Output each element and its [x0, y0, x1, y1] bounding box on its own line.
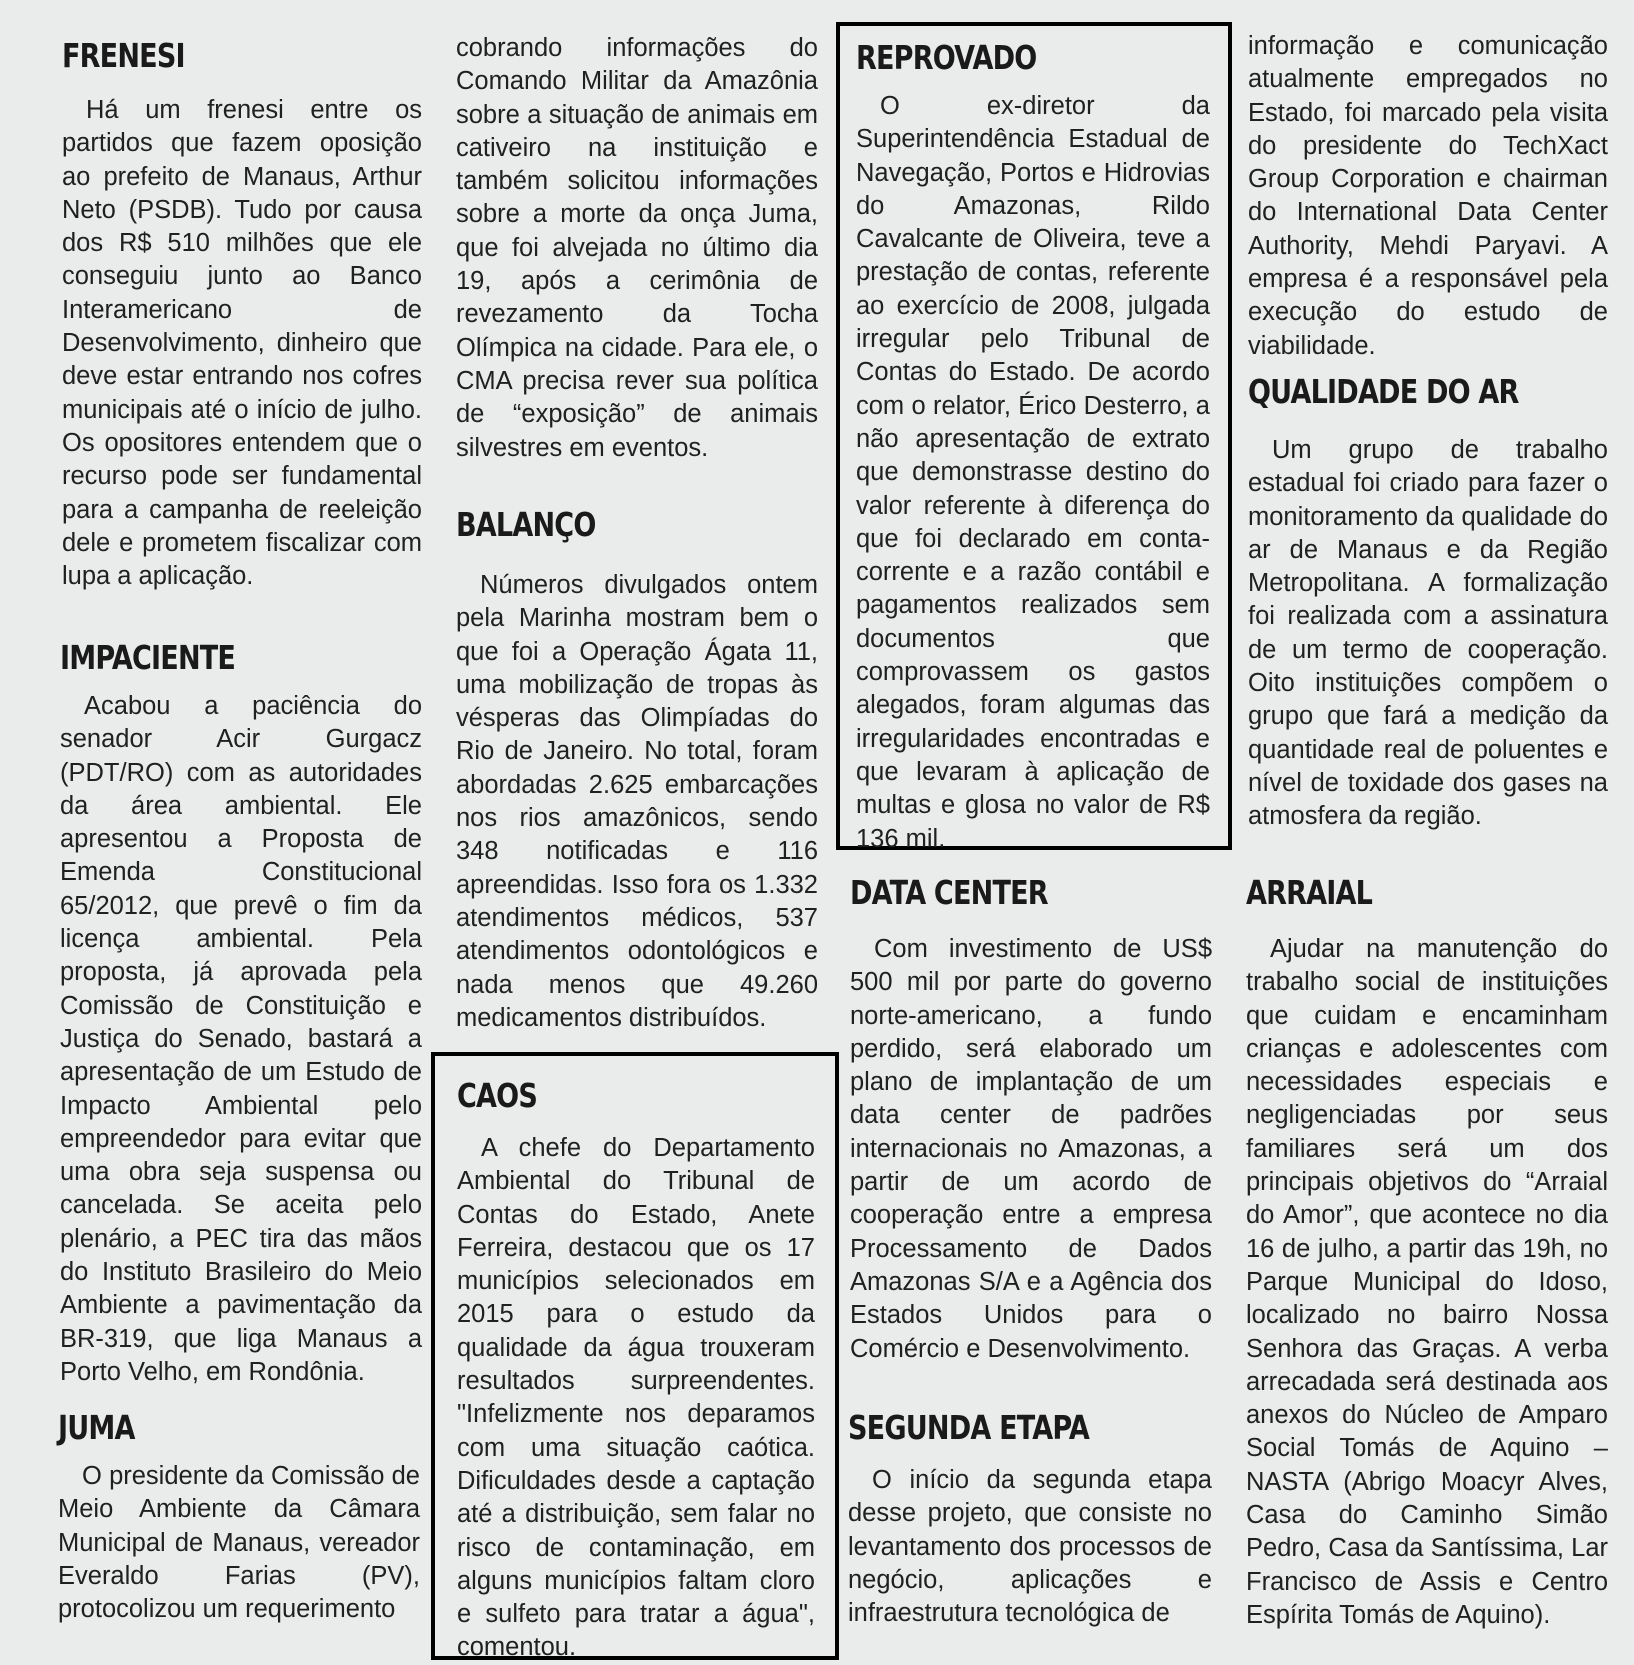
- juma-continued-body: cobrando informações do Comando Militar da Amazônia sobre a situação de animais em cativeiro na instituição e também solicitou informações sobre a morte da onça Juma, que foi alvejada no último dia 19, após a cerimônia de revezamento da Tocha Olímpica na cidade. Para ele, o CMA precisa rever sua política de “exposição” de animais silvestres em eventos.: [456, 34, 818, 462]
- frenesi-body: Há um frenesi entre os partidos que fazem oposição ao prefeito de Manaus, Arthur Neto (PSDB). Tudo por causa dos R$ 510 milhões que ele conseguiu junto ao Banco Interamericano de Desenvolvimento, dinheiro que deve estar entrando nos cofres municipais até o início de julho. Os opositores entendem que o recurso pode ser fundamental para a campanha de reeleição dele e prometem fiscalizar com lupa a aplicação.: [62, 96, 422, 591]
- section-impaciente: [60, 638, 422, 1389]
- section-segunda-etapa: [848, 1408, 1212, 1630]
- section-qualidade-do-ar: [1248, 372, 1608, 834]
- balanco-heading: BALANÇO: [456, 505, 596, 544]
- qualidade-do-ar-body: Um grupo de trabalho estadual foi criado para fazer o monitoramento da qualidade do ar de Manaus e da Região Metropolitana. A formalização foi realizada com a assinatura de um termo de cooperação. Oito instituições compõem o grupo que fará a medição da quantidade real de poluentes e nível de toxidade dos gases na atmosfera da região.: [1248, 436, 1608, 831]
- juma-body: O presidente da Comissão de Meio Ambiente da Câmara Municipal de Manaus, vereador Everaldo Farias (PV), protocolizou um requerimento: [58, 1462, 420, 1624]
- caos-heading: CAOS: [457, 1076, 538, 1115]
- data-center-body: Com investimento de US$ 500 mil por parte do governo norte-americano, a fundo perdido, será elaborado um plano de implantação de um data center de padrões internacionais no Amazonas, a partir de um acordo de cooperação entre a empresa Processamento de Dados Amazonas S/A e a Agência dos Estados Unidos para o Comércio e Desenvolvimento.: [850, 935, 1212, 1363]
- impaciente-body: Acabou a paciência do senador Acir Gurgacz (PDT/RO) com as autoridades da área ambiental. Ele apresentou a Proposta de Emenda Constitucional 65/2012, que prevê o fim da licença ambiental. Pela proposta, já aprovada pela Comissão de Constituição e Justiça do Senado, bastará a apresentação de um Estudo de Impacto Ambiental pelo empreendedor para evitar que uma obra seja suspensa ou cancelada. Se aceita pelo plenário, a PEC tira das mãos do Instituto Brasileiro do Meio Ambiente a pavimentação da BR-319, que liga Manaus a Porto Velho, em Rondônia.: [60, 692, 422, 1386]
- frenesi-heading: FRENESI: [62, 36, 185, 75]
- section-arraial: [1246, 873, 1608, 1632]
- caos-body: A chefe do Departamento Ambiental do Tribunal de Contas do Estado, Anete Ferreira, destacou que os 17 municípios selecionados em 2015 para o estudo da qualidade da água trouxeram resultados surpreendentes. "Infelizmente nos deparamos com uma situação caótica. Dificuldades desde a captação até a distribuição, sem falar no risco de contaminação, em alguns municípios faltam cloro e sulfeto para tratar a água", comentou.: [457, 1134, 815, 1662]
- segunda-etapa-heading: SEGUNDA ETAPA: [848, 1408, 1090, 1447]
- arraial-body: Ajudar na manutenção do trabalho social de instituições que cuidam e encaminham crianças e adolescentes com necessidades especiais e negligenciadas por seus familiares será um dos principais objetivos do “Arraial do Amor”, que acontece no dia 16 de julho, a partir das 19h, no Parque Municipal do Idoso, localizado no bairro Nossa Senhora das Graças. A verba arrecadada será destinada aos anexos do Núcleo de Amparo Social Tomás de Aquino – NASTA (Abrigo Moacyr Alves, Casa do Caminho Simão Pedro, Casa da Santíssima, Lar Francisco de Assis e Centro Espírita Tomás de Aquino).: [1246, 935, 1608, 1629]
- segunda-etapa-continued-body: informação e comunicação atualmente empregados no Estado, foi marcado pela visita do presidente do TechXact Group Corporation e chairman do International Data Center Authority, Mehdi Paryavi. A empresa é a responsável pela execução do estudo de viabilidade.: [1248, 32, 1608, 360]
- section-juma-continued: [456, 32, 818, 465]
- segunda-etapa-body: O início da segunda etapa desse projeto, que consiste no levantamento dos processos de negócio, aplicações e infraestrutura tecnológica de: [848, 1466, 1212, 1628]
- balanco-body: Números divulgados ontem pela Marinha mostram bem o que foi a Operação Ágata 11, uma mobilização de tropas às vésperas das Olimpíadas do Rio de Janeiro. No total, foram abordadas 2.625 embarcações nos rios amazônicos, sendo 348 notificadas e 116 apreendidas. Isso fora os 1.332 atendimentos médicos, 537 atendimentos odontológicos e nada menos que 49.260 medicamentos distribuídos.: [456, 571, 818, 1032]
- section-segunda-etapa-continued: [1248, 30, 1608, 363]
- section-frenesi: [62, 36, 422, 593]
- section-data-center: [850, 873, 1212, 1366]
- juma-heading: JUMA: [58, 1408, 135, 1447]
- qualidade-do-ar-heading: QUALIDADE DO AR: [1248, 372, 1519, 411]
- reprovado-body: O ex-diretor da Superintendência Estadual de Navegação, Portos e Hidrovias do Amazonas, Rildo Cavalcante de Oliveira, teve a prestação de contas, referente ao exercício de 2008, julgada irregular pelo Tribunal de Contas do Estado. De acordo com o relator, Érico Desterro, a não apresentação de extrato que demonstrasse destino do valor referente à diferença do que foi declarado em conta-corrente e a razão contábil e pagamentos realizados sem documentos que comprovassem os gastos alegados, foram algumas das irregularidades encontradas e que levaram à aplicação de multas e glosa no valor de R$ 136 mil.: [856, 92, 1210, 853]
- data-center-heading: DATA CENTER: [850, 873, 1048, 912]
- section-juma: [58, 1408, 420, 1626]
- section-reprovado: [836, 22, 1232, 853]
- reprovado-heading: REPROVADO: [856, 38, 1037, 77]
- impaciente-heading: IMPACIENTE: [60, 638, 236, 677]
- section-caos: [431, 1052, 839, 1660]
- arraial-heading: ARRAIAL: [1246, 873, 1373, 912]
- section-balanco: [456, 505, 818, 1035]
